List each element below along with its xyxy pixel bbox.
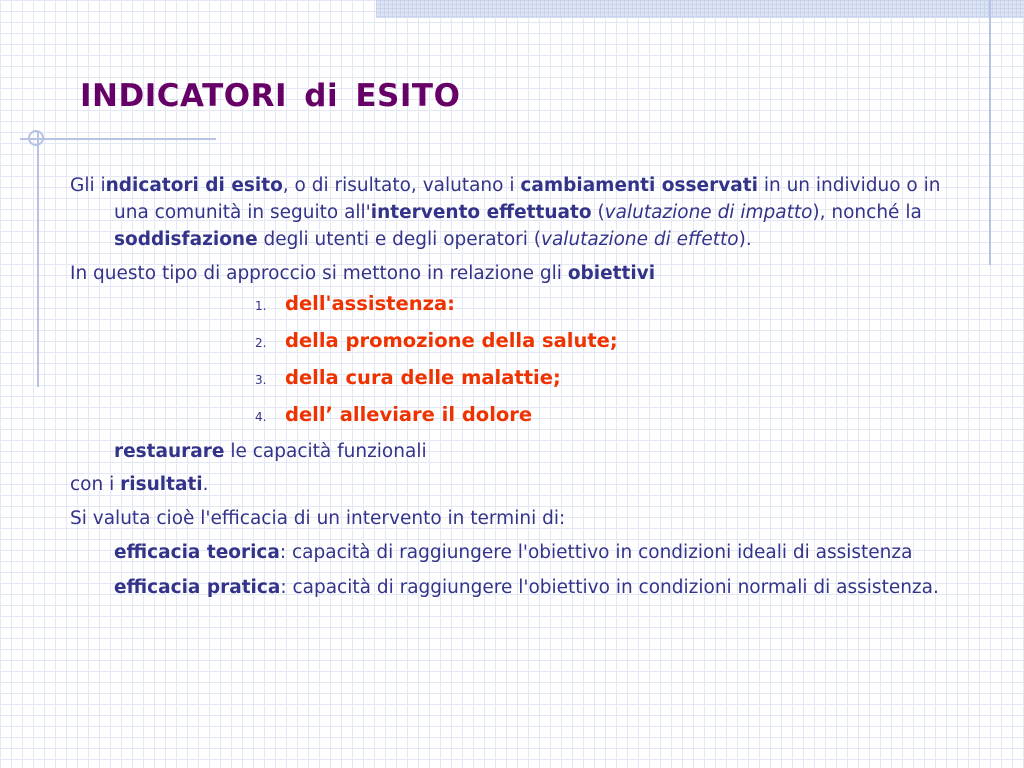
text-span: ), nonché la (812, 202, 922, 223)
italic-span: valutazione di impatto (604, 202, 813, 223)
list-text: dell’ alleviare il dolore (285, 403, 533, 426)
text-span: ( (591, 202, 605, 223)
slide-body (70, 172, 965, 609)
text-span: : capacità di raggiungere l'obiettivo in condizioni ideali di assistenza (279, 542, 913, 563)
list-item (70, 364, 965, 394)
slide-title: INDICATORI di ESITO (80, 78, 461, 114)
text-span: Si valuta cioè l'efficacia di un intervento in termini di: (70, 508, 566, 529)
list-item (70, 401, 965, 431)
bold-span: restaurare (114, 441, 225, 462)
bold-span: ndicatori di esito (105, 175, 283, 196)
text-span: ). (738, 229, 752, 250)
left-decor-line (37, 132, 39, 387)
efficacy-intro-paragraph (70, 505, 965, 532)
practical-efficacy-item (70, 574, 965, 601)
crosshair-circle-decor (28, 130, 44, 146)
bold-span: cambiamenti osservati (520, 175, 758, 196)
objectives-list (70, 290, 965, 431)
bold-span: intervento effettuato (370, 202, 592, 223)
text-span: In questo tipo di approccio si mettono in relazione gli (70, 263, 568, 284)
italic-span: valutazione di effetto (541, 229, 739, 250)
bold-span: soddisfazione (114, 229, 258, 250)
top-decor-band (376, 0, 1024, 18)
text-span: Gli i (70, 175, 106, 196)
title-underline-decor (20, 138, 216, 140)
list-number: 2. (255, 336, 267, 350)
list-number: 4. (255, 410, 267, 424)
restore-paragraph (70, 438, 965, 465)
theoretical-efficacy-item (70, 539, 965, 566)
list-text: dell'assistenza: (285, 292, 455, 315)
right-decor-line (989, 0, 991, 265)
text-span: degli utenti e degli operatori ( (257, 229, 542, 250)
text-span: , o di risultato, valutano i (282, 175, 521, 196)
bold-span: efficacia teorica (114, 542, 280, 563)
text-span: in un individuo o in una comunità in seguito all' (114, 175, 941, 223)
list-number: 1. (255, 299, 267, 313)
list-item (70, 290, 965, 320)
list-text: della cura delle malattie; (285, 366, 561, 389)
text-span: . (202, 474, 209, 495)
approach-paragraph (70, 260, 965, 287)
results-paragraph (70, 471, 965, 498)
list-text: della promozione della salute; (285, 329, 618, 352)
intro-paragraph (70, 172, 965, 253)
text-span: le capacità funzionali (224, 441, 427, 462)
text-span: con i (70, 474, 121, 495)
list-item (70, 327, 965, 357)
bold-span: efficacia pratica (114, 577, 281, 598)
bold-span: risultati (120, 474, 203, 495)
bold-span: obiettivi (567, 263, 656, 284)
list-number: 3. (255, 373, 267, 387)
text-span: : capacità di raggiungere l'obiettivo in condizioni normali di assistenza. (280, 577, 939, 598)
